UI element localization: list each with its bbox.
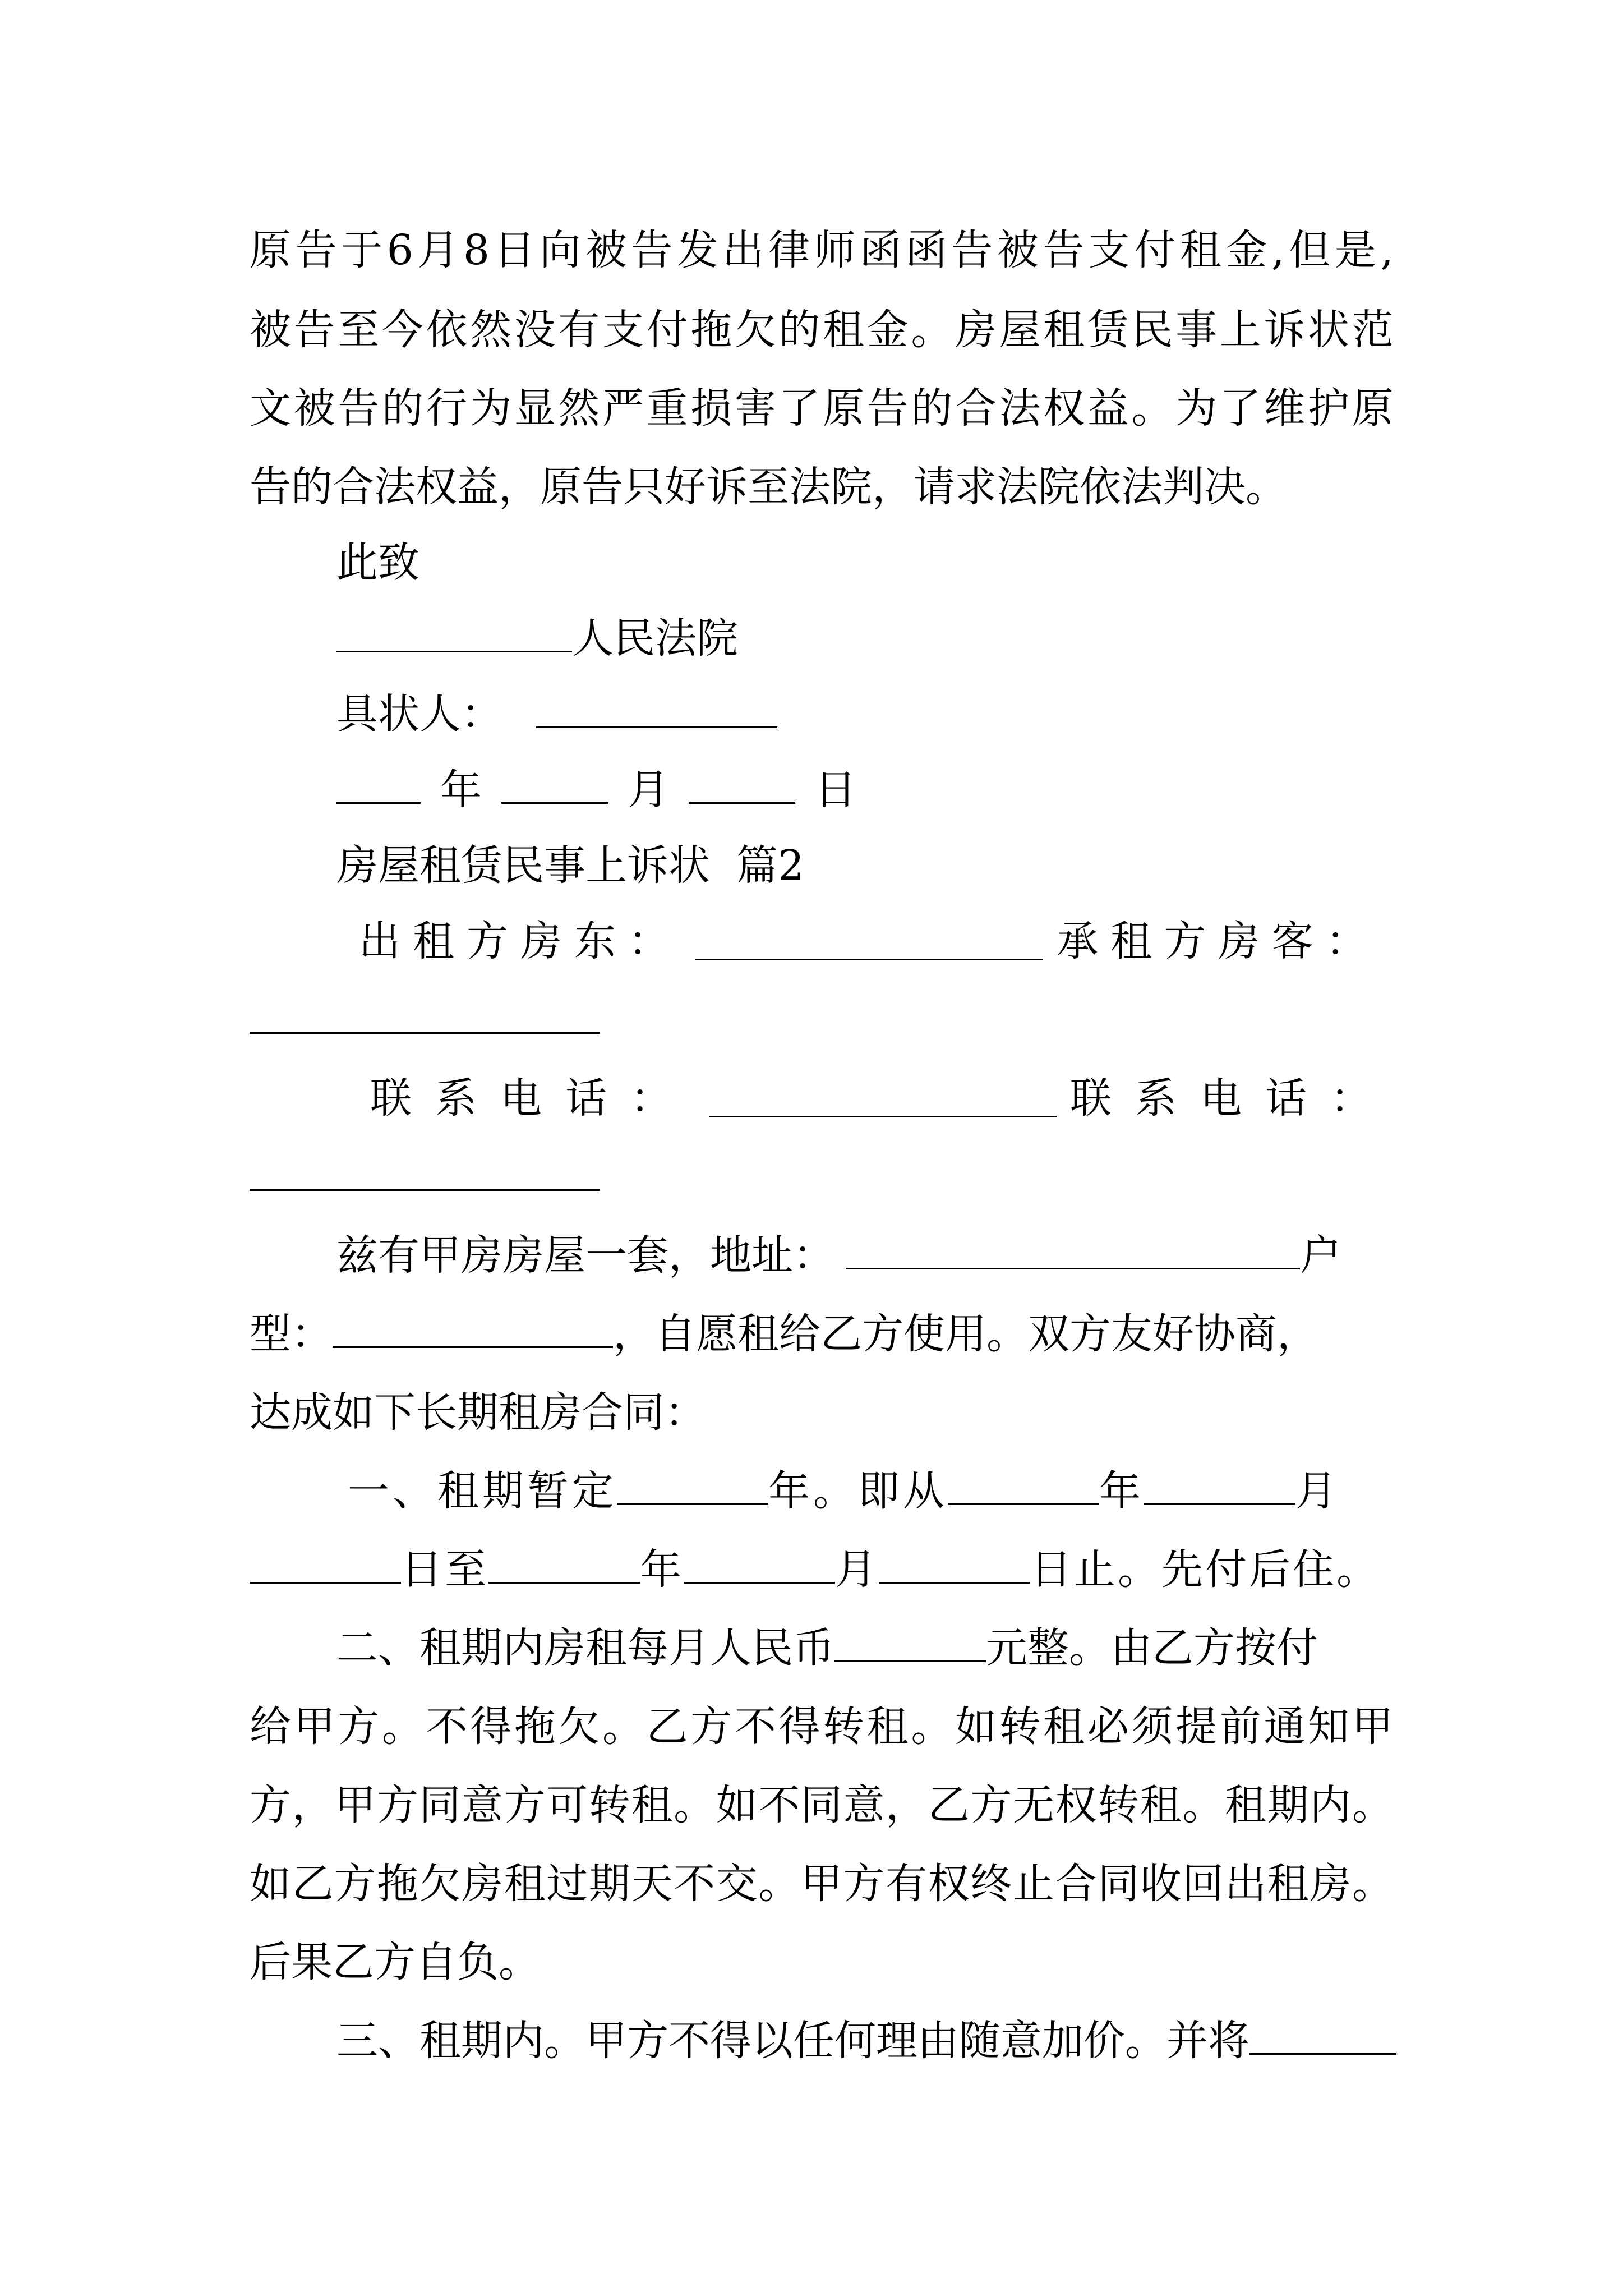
text: 人民法院 <box>572 614 738 662</box>
landlord-tenant-line <box>359 914 1396 968</box>
start-year-blank[interactable] <box>948 1467 1099 1505</box>
text: 年 <box>640 1545 684 1594</box>
court-line <box>336 611 1396 665</box>
house-line <box>336 1228 1396 1282</box>
text: 年。即从 <box>768 1467 948 1515</box>
text: 联系电话： <box>370 1074 695 1122</box>
term-line <box>348 1464 1396 1518</box>
tenant-phone-blank[interactable] <box>250 1189 600 1191</box>
text: 此致 <box>336 539 419 587</box>
price-line <box>336 2014 1396 2068</box>
address-blank[interactable] <box>846 1232 1300 1269</box>
house-line <box>250 1307 1394 1361</box>
paragraph-line: 文 被 告 的 行 为 显 然 严 重 损 害 了 原 告 的 合 法 权 益 。 为 了 维 护 原 <box>250 384 1394 432</box>
text: 户 <box>1300 1231 1341 1280</box>
text: 年 <box>1099 1467 1144 1515</box>
salutation <box>336 536 1396 590</box>
text: 承租方房客： <box>1057 917 1380 965</box>
text: 出租方房东： <box>359 917 682 965</box>
text: 月 <box>835 1545 879 1594</box>
text: 一、租期暂定 <box>348 1467 617 1515</box>
text: 月 <box>1295 1467 1340 1515</box>
year-blank[interactable] <box>336 766 421 804</box>
section-title <box>336 839 1396 892</box>
end-month-blank[interactable] <box>684 1546 835 1584</box>
paragraph-line: 原 告 于 6 月 8 日 向 被 告 发 出 律 师 函 函 告 被 告 支 付 租 金 , 但 是 , <box>250 226 1394 274</box>
text: 日至 <box>401 1545 488 1594</box>
text: ，自愿租给乙方使用。双方友好协商， <box>613 1310 1318 1358</box>
rent-line: 给 甲 方 。 不 得 拖 欠 。 乙 方 不 得 转 租 。 如 转 租 必 须 提 前 通 知 甲 <box>250 1703 1394 1751</box>
text: 月 <box>628 766 669 814</box>
text: 日 <box>815 766 856 814</box>
rent-line: 方 ， 甲 方 同 意 方 可 转 租 。 如 不 同 意 ， 乙 方 无 权 转 租 。 租 期 内 。 <box>250 1781 1394 1829</box>
house-line <box>250 1386 1394 1439</box>
text: 告的合法权益，原告只好诉至法院，请求法院依法判决。 <box>250 463 1287 511</box>
rent-line <box>336 1621 1396 1675</box>
plaintiff-line <box>336 687 1396 741</box>
text: 日止。先付后住。 <box>1030 1545 1380 1594</box>
rent-line <box>250 1935 1394 1989</box>
end-year-blank[interactable] <box>488 1546 640 1584</box>
court-name-blank[interactable] <box>336 615 572 652</box>
landlord-phone-blank[interactable] <box>709 1080 1057 1117</box>
text: 达成如下长期租房合同： <box>250 1388 706 1437</box>
rent-amount-blank[interactable] <box>834 1625 986 1662</box>
month-blank[interactable] <box>501 766 608 804</box>
text: 三、租期内。甲方不得以任何理由随意加价。并将 <box>336 2017 1249 2065</box>
end-day-blank[interactable] <box>879 1546 1030 1584</box>
rent-line: 如 乙 方 拖 欠 房 租 过 期 天 不 交 。 甲 方 有 权 终 止 合 同 收 回 出 租 房 。 <box>250 1860 1394 1908</box>
day-blank[interactable] <box>689 766 795 804</box>
text: 后果乙方自负。 <box>250 1938 540 1986</box>
phone-line <box>370 1071 1396 1125</box>
text: 年 <box>440 766 482 814</box>
tenant-blank[interactable] <box>250 1032 600 1034</box>
paragraph-line <box>250 460 1394 514</box>
text: 元整。由乙方按付 <box>986 1624 1318 1672</box>
date-line <box>336 763 1396 817</box>
text: 二、租期内房租每月人民币 <box>336 1624 834 1672</box>
start-month-blank[interactable] <box>1144 1467 1295 1505</box>
price-blank[interactable] <box>1249 2017 1396 2055</box>
plaintiff-blank[interactable] <box>536 691 777 728</box>
text: 联系电话： <box>1070 1074 1395 1122</box>
text: 型： <box>250 1310 333 1358</box>
layout-blank[interactable] <box>333 1310 613 1348</box>
landlord-blank[interactable] <box>695 923 1043 960</box>
start-day-blank[interactable] <box>250 1546 401 1584</box>
text: 兹有甲房房屋一套，地址： <box>336 1231 834 1280</box>
term-years-blank[interactable] <box>617 1467 768 1505</box>
paragraph-line: 被 告 至 今 依 然 没 有 支 付 拖 欠 的 租 金 。 房 屋 租 赁 民 事 上 诉 状 范 <box>250 306 1394 354</box>
text: 房屋租赁民事上诉状 篇2 <box>336 841 805 890</box>
text: 具状人： <box>336 690 502 738</box>
term-line <box>250 1543 1394 1596</box>
